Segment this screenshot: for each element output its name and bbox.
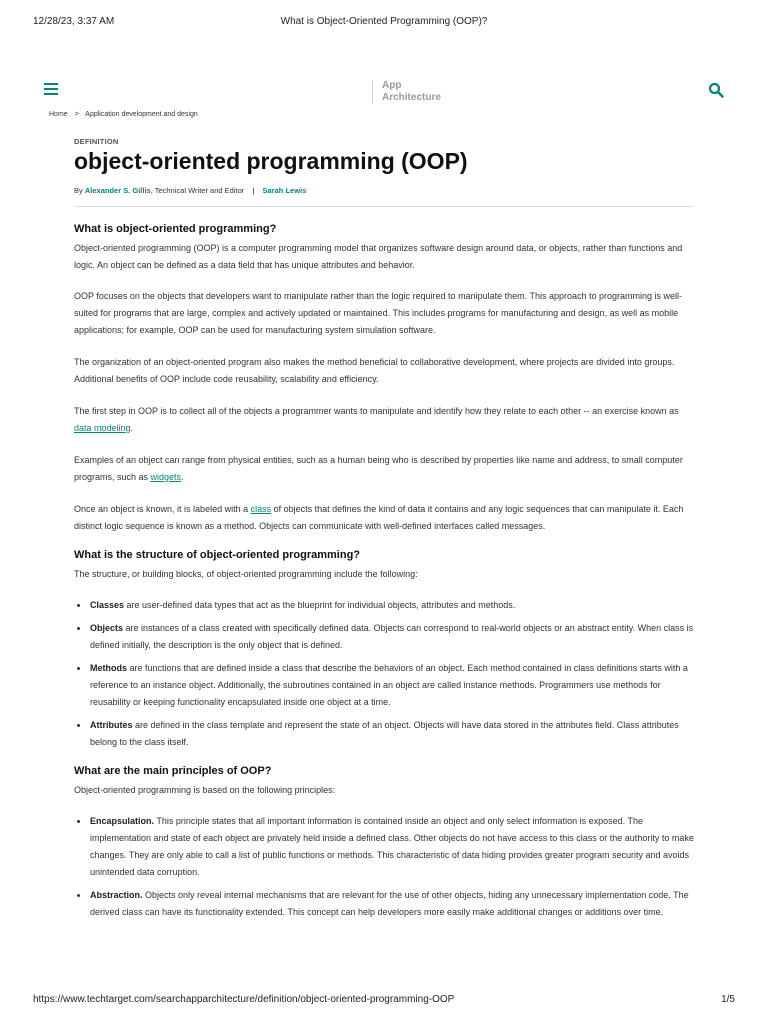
widgets-link[interactable]: widgets [150,472,182,482]
breadcrumb-separator: > [74,111,79,118]
list-item-text: Objects only reveal internal mechanisms that are relevant for the use of other objects, hiding any unnecessary implementation code. The derived class can have its functionality extended. This concept can help developers more easily make additional changes or additions over time. [90,890,689,917]
list-item-term: Methods [90,663,127,673]
divider [74,206,694,207]
print-page-number: 1/5 [721,994,735,1005]
text: . [181,472,184,482]
list-item-term: Encapsulation. [90,816,155,826]
section-heading-principles: What are the main principles of OOP? [74,765,272,777]
text: Once an object is known, it is labeled with a [74,504,251,514]
list-item-text: This principle states that all important information is contained inside an object and only select information is exposed. The implementation and state of each object are privately held inside a defined class. Other objects do not have access to this class or the authority to make changes. They are only able to call a list of public functions or methods. This characteristic of data hiding provides greater program security and avoids unintended data corruption. [90,816,694,877]
hamburger-menu-icon[interactable] [44,83,58,95]
definition-label: DEFINITION [74,137,119,146]
author-role-1: , Technical Writer and Editor [150,186,245,195]
paragraph: The organization of an object-oriented program also makes the method beneficial to collaborative development, where projects are divided into groups. Additional benefits of OOP include code reusability, scalability and efficiency. [74,357,675,384]
text: . [130,423,134,433]
section-heading-structure: What is the structure of object-oriented programming? [74,549,361,561]
author-link-2[interactable]: Sarah Lewis [262,186,307,195]
logo-line-1: App [382,80,402,91]
page-title: object-oriented programming (OOP) [74,148,468,174]
text: of objects that defines the kind of data it contains and any logic sequences that can manipulate it. Each distinct logic sequence is known as a method. Objects can communicate with well-defined interfaces called messages. [74,504,684,531]
list-item-text: are user-defined data types that act as the blueprint for individual objects, attributes and methods. [124,600,516,610]
class-link[interactable]: class [250,504,272,514]
logo-line-2: Architecture [382,92,441,103]
byline-separator: | [252,186,255,195]
data-modeling-link[interactable]: data modeling [74,423,131,433]
text: Examples of an object can range from physical entities, such as a human being who is described by properties like name and address, to small computer programs, such as [74,455,683,482]
author-link-1[interactable]: Alexander S. Gillis [84,186,151,195]
search-icon[interactable] [708,82,724,98]
list-item-term: Classes [90,600,125,610]
breadcrumb [49,111,198,118]
text: The first step in OOP is to collect all of the objects a programmer wants to manipulate and identify how they relate to each other -- an exercise known as [74,406,679,416]
print-title: What is Object-Oriented Programming (OOP)? [280,16,488,27]
print-url: https://www.techtarget.com/searchapparchitecture/definition/object-oriented-programming-OOP [33,994,455,1005]
paragraph [74,501,694,535]
paragraph [74,452,694,486]
list-item-text: are functions that are defined inside a class that describe the behaviors of an object. Each method contained in class definitions starts with a reference to an instance object. Additionally, the subroutines contained in an object are called instance methods. Programmers use methods for reusability or keeping functionality encapsulated inside one object at a time. [90,663,688,707]
byline [74,186,694,195]
list-item [74,813,694,881]
breadcrumb-section[interactable]: Application development and design [85,111,198,118]
principles-list [74,813,694,921]
print-header [33,16,735,30]
print-date: 12/28/23, 3:37 AM [33,16,115,27]
paragraph: Object-oriented programming is based on the following principles: [74,785,336,795]
breadcrumb-home[interactable]: Home [49,111,68,118]
byline-by: By [74,186,83,195]
article [74,137,694,921]
list-item-text: are defined in the class template and represent the state of an object. Objects will have data stored in the attributes field. Class attributes belong to the class itself. [90,720,679,747]
list-item-term: Abstraction. [90,890,143,900]
section-heading-what-is: What is object-oriented programming? [74,223,277,235]
list-item [74,887,694,921]
paragraph: OOP focuses on the objects that developers want to manipulate rather than the logic required to manipulate them. This approach to programming is well-suited for programs that are large, complex and actively updated or maintained. This includes programs for manufacturing and design, as well as mobile applications; for example, OOP can be used for manufacturing system simulation software. [74,291,683,335]
site-logo[interactable] [372,80,441,104]
list-item-term: Objects [90,623,124,633]
list-item [74,597,694,614]
print-footer [33,994,735,1008]
list-item-term: Attributes [90,720,133,730]
structure-list [74,597,694,751]
paragraph: Object-oriented programming (OOP) is a computer programming model that organizes software design around data, or objects, rather than functions and logic. An object can be defined as a data field that has unique attributes and behavior. [74,243,683,270]
list-item-text: are instances of a class created with specifically defined data. Objects can correspond to real-world objects or an abstract entity. When class is defined initially, the description is the only object that is defined. [90,623,694,650]
list-item [74,717,694,751]
list-item [74,660,694,711]
paragraph: The structure, or building blocks, of object-oriented programming include the following: [74,569,418,579]
site-header [44,78,724,106]
list-item [74,620,694,654]
paragraph [74,403,694,437]
